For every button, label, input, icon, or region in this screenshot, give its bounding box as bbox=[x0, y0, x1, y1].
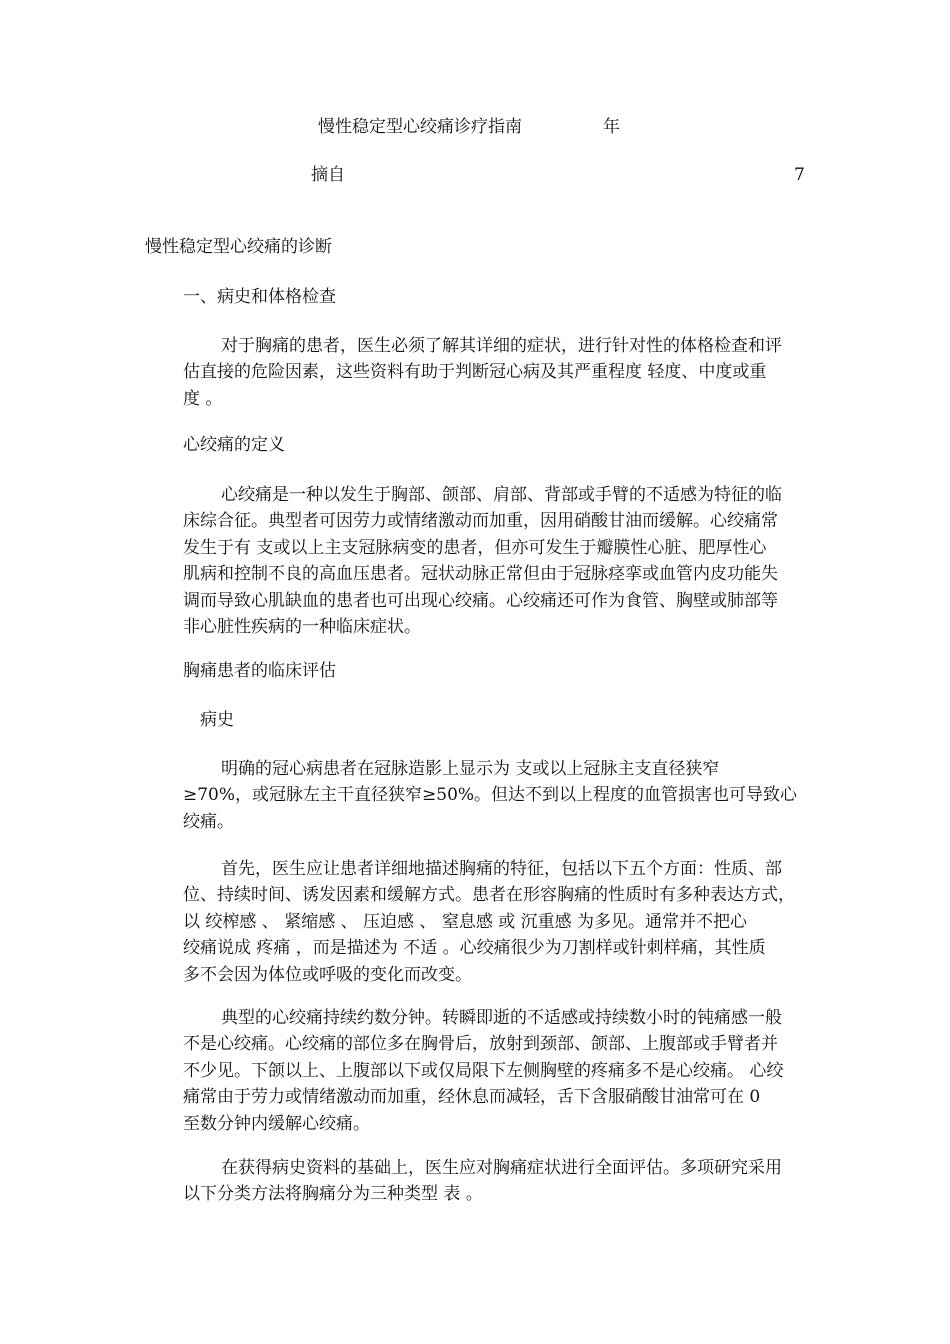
paragraph-definition: 心绞痛是一种以发生于胸部、颌部、肩部、背部或手臂的不适感为特征的临 床综合征。典型者可因劳力或情绪激动而加重，因用硝酸甘油而缓解。心绞痛常 发生于有 支或以上主支冠脉病变的患者，但亦可发生于瓣膜性心脏、肥厚性心 肌病和控制不良的高血压患者。冠状动脉正常但由于冠脉痉挛或血管内皮功能失 调而导致心肌缺血的患者也可出现心绞痛。心绞痛还可作为食管、胸壁或肺部等 非心脏性疾病的一种临床症状。 bbox=[183, 485, 782, 638]
heading-clinical-evaluation: 胸痛患者的临床评估 bbox=[183, 661, 336, 681]
heading-history: 病史 bbox=[200, 710, 234, 730]
excerpt-label: 摘自 bbox=[311, 165, 345, 185]
paragraph-classification: 在获得病史资料的基础上，医生应对胸痛症状进行全面评估。多项研究采用 以下分类方法将胸痛分为三种类型 表 。 bbox=[183, 1158, 782, 1205]
paragraph-coronary-stenosis: 明确的冠心病患者在冠脉造影上显示为 支或以上冠脉主支直径狭窄 ≥70%，或冠脉左主干直径狭窄≥50%。但达不到以上程度的血管损害也可导致心 绞痛。 bbox=[183, 759, 798, 832]
title-year-label: 年 bbox=[603, 117, 620, 137]
section-title: 慢性稳定型心绞痛的诊断 bbox=[145, 237, 332, 257]
page-number: 7 bbox=[794, 165, 805, 185]
heading-definition: 心绞痛的定义 bbox=[183, 435, 285, 455]
document-title: 慢性稳定型心绞痛诊疗指南 bbox=[318, 117, 522, 137]
heading-history-exam: 一、病史和体格检查 bbox=[183, 287, 336, 307]
paragraph-chest-pain-intro: 对于胸痛的患者，医生必须了解其详细的症状，进行针对性的体格检查和评 估直接的危险因素，这些资料有助于判断冠心病及其严重程度 轻度、中度或重 度 。 bbox=[183, 336, 782, 409]
paragraph-pain-characteristics: 首先，医生应让患者详细地描述胸痛的特征，包括以下五个方面：性质、部 位、持续时间、诱发因素和缓解方式。患者在形容胸痛的性质时有多种表达方式， 以 绞榨感 、 紧缩感 、 压迫感 、 窒息感 或 沉重感 为多见。通常并不把心 绞痛说成 疼痛 ，而是描述为 不适 。心绞痛很少为刀割样或针刺样痛，其性质 多不会因为体位或呼吸的变化而改变。 bbox=[183, 859, 795, 985]
paragraph-pain-duration: 典型的心绞痛持续约数分钟。转瞬即逝的不适感或持续数小时的钝痛感一般 不是心绞痛。心绞痛的部位多在胸骨后，放射到颈部、颌部、上腹部或手臂者并 不少见。下颌以上、上腹部以下或仅局限下左侧胸壁的疼痛多不是心绞痛。 心绞 痛常由于劳力或情绪激动而加重，经休息而减轻，舌下含服硝酸甘油常可在 0 至数分钟内缓解心绞痛。 bbox=[183, 1008, 784, 1134]
